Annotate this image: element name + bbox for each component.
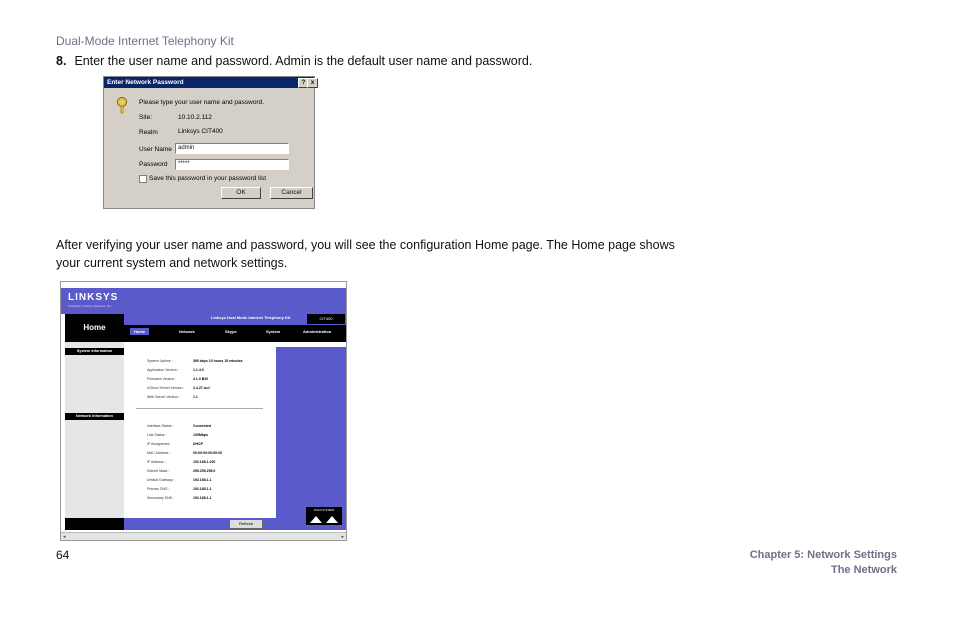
username-label: User Name <box>139 146 172 153</box>
cancel-button[interactable]: Cancel <box>270 187 313 199</box>
system-row-label: Firmware Version : <box>147 377 177 381</box>
bottom-left-bar <box>65 518 124 530</box>
linksys-logo: LINKSYS <box>68 292 119 303</box>
system-row-value: 4.1.0 B20 <box>193 377 209 381</box>
network-row-label: Subnet Mask : <box>147 469 170 473</box>
chapter-footer <box>750 548 897 578</box>
divider <box>136 408 263 409</box>
tab-network[interactable]: Network <box>179 329 195 334</box>
scroll-left-icon[interactable]: ◂ <box>63 534 66 540</box>
product-name: Linksys Dual Mode Internet Telephony Kit <box>211 315 291 320</box>
page-number: 64 <box>56 548 70 562</box>
right-panel <box>276 342 346 530</box>
network-row-value: 192.168.1.1 <box>193 496 212 500</box>
page-title: Home <box>65 314 124 342</box>
dialog-titlebar <box>104 77 314 88</box>
save-password-checkbox[interactable] <box>139 175 147 183</box>
realm-value: Linksys CIT400 <box>178 128 223 135</box>
tab-administration[interactable]: Administration <box>303 329 332 334</box>
close-icon[interactable]: x <box>307 78 318 88</box>
system-row-value: 1.1 <box>193 395 198 399</box>
system-info-header: System Information <box>65 348 124 355</box>
right-panel-stripe <box>276 342 346 347</box>
help-icon[interactable]: ? <box>298 78 309 88</box>
step-text: Enter the user name and password. Admin is the default user name and password. <box>74 54 533 68</box>
model-badge: CIT400 <box>307 314 345 324</box>
document-header: Dual-Mode Internet Telephony Kit <box>56 34 234 48</box>
save-password-label: Save this password in your password list <box>149 175 267 182</box>
refresh-button[interactable]: Refresh <box>229 519 263 529</box>
username-input[interactable]: admin <box>175 143 289 154</box>
network-row-label: IP Address : <box>147 460 166 464</box>
linksys-banner <box>61 288 346 314</box>
password-label: Password <box>139 161 168 168</box>
nav-tabs <box>124 325 346 342</box>
network-row-label: IP Assignment : <box>147 442 172 446</box>
system-row-label: uClinux Kernel Version : <box>147 386 185 390</box>
logo-subtitle: A Division of Cisco Systems, Inc. <box>68 304 112 308</box>
dialog-title: Enter Network Password <box>107 79 184 86</box>
system-row-label: Application Version : <box>147 368 179 372</box>
network-row-label: Primary DNS : <box>147 487 170 491</box>
network-row-value: 100Mbps <box>193 433 208 437</box>
system-row-value: 2.4.27-uc1 <box>193 386 210 390</box>
dialog-prompt: Please type your user name and password. <box>139 99 265 106</box>
network-row-value: 192.168.1.1 <box>193 487 212 491</box>
realm-label: Realm <box>139 129 158 136</box>
step-bullet: 8. <box>56 54 67 68</box>
network-row-value: Connected <box>193 424 212 428</box>
site-label: Site: <box>139 114 153 121</box>
cisco-label: CISCO SYSTEMS <box>313 509 335 512</box>
ok-button[interactable]: OK <box>221 187 261 199</box>
key-icon <box>116 96 132 114</box>
chapter-title: Chapter 5: Network Settings <box>749 549 897 561</box>
sidebar <box>65 342 124 530</box>
site-value: 10.10.2.112 <box>178 114 212 121</box>
network-row-value: 255.255.255.0 <box>193 469 216 473</box>
system-row-value: 1.1.4.0 <box>193 368 204 372</box>
system-row-label: System Uptime : <box>147 359 173 363</box>
body-paragraph: After verifying your user name and password, you will see the configuration Home page. The Home page shows your current system and network settings. <box>56 238 675 270</box>
cisco-bridge-icon <box>306 513 342 525</box>
horizontal-scrollbar[interactable] <box>61 532 346 541</box>
home-page-screenshot <box>60 281 347 541</box>
network-row-label: Default Gateway : <box>147 478 175 482</box>
system-row-label: Web Server Version : <box>147 395 181 399</box>
cisco-logo <box>306 507 342 525</box>
section-title: The Network <box>830 564 897 576</box>
network-row-label: MAC Address : <box>147 451 171 455</box>
network-password-dialog <box>103 76 315 209</box>
step-instruction <box>56 54 532 68</box>
password-input[interactable]: ***** <box>175 159 289 170</box>
network-row-label: Secondary DNS : <box>147 496 175 500</box>
network-row-value: 192.168.1.100 <box>193 460 216 464</box>
network-row-value: DHCP <box>193 442 203 446</box>
scroll-right-icon[interactable]: ▸ <box>341 534 344 540</box>
tab-home[interactable]: Home <box>130 328 149 335</box>
network-row-value: 192.168.1.1 <box>193 478 212 482</box>
tab-system[interactable]: System <box>266 329 281 334</box>
network-row-label: Interface Status : <box>147 424 174 428</box>
network-info-header: Network Information <box>65 413 124 420</box>
system-row-value: 365 days 10 hours 15 minutes <box>193 359 243 363</box>
tab-skype[interactable]: Skype <box>225 329 237 334</box>
network-row-label: Link Status : <box>147 433 167 437</box>
network-row-value: 00:00:00:00:00:00 <box>193 451 223 455</box>
